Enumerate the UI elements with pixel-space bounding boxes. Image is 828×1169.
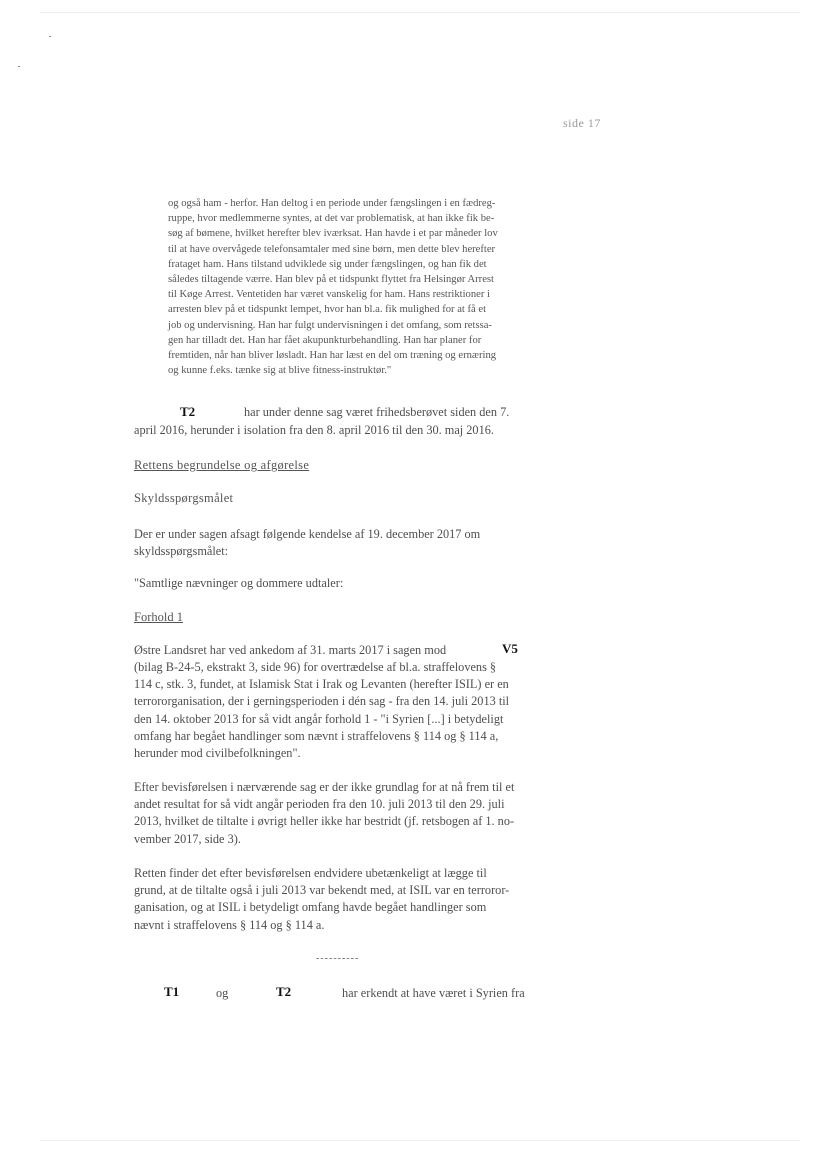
quote-line: fremtiden, når han bliver løsladt. Han har læst en del om træning og ernæring — [168, 350, 497, 362]
section-heading: Rettens begrundelse og afgørelse — [134, 458, 310, 472]
para1-line: (bilag B-24-5, ekstrakt 3, side 96) for overtrædelse af bl.a. straffelovens § — [134, 660, 497, 674]
quote-line: frataget ham. Hans tilstand udviklede sig under fængslingen, og han fik det — [168, 258, 487, 270]
quote-line: arresten blev på et tidspunkt lempet, hvor han bl.a. fik mulighed for at få et — [168, 304, 487, 316]
quote-line: og kunne f.eks. tænke sig at blive fitness-instruktør." — [168, 365, 392, 377]
para3-line: grund, at de tiltalte også i juli 2013 var bekendt med, at ISIL var en terroror- — [134, 883, 510, 898]
detention-line: april 2016, herunder i isolation fra den 8. april 2016 til den 30. maj 2016. — [134, 423, 494, 437]
para1-line: terrororganisation, der i gerningsperioden i dén sag - fra den 14. juli 2013 til — [134, 694, 510, 709]
intro-line: skyldsspørgsmålet: — [134, 544, 229, 559]
redacted-name-label: T1 — [164, 984, 180, 999]
para2-line: vember 2017, side 3). — [134, 831, 241, 846]
quote-line: og også ham - herfor. Han deltog i en periode under fængslingen i en fædreg- — [168, 198, 496, 209]
para1-body — [134, 659, 564, 762]
scan-edge-top — [40, 12, 800, 13]
para2 — [134, 779, 564, 848]
forhold-heading: Forhold 1 — [134, 610, 183, 624]
redacted-name-label: V5 — [502, 641, 518, 656]
statement-line: "Samtlige nævninger og dommere udtaler: — [134, 576, 344, 590]
para3-line: Retten finder det efter bevisførelsen endvidere ubetænkeligt at lægge til — [134, 866, 487, 880]
intro-paragraph — [134, 526, 564, 560]
quote-line: ruppe, hvor medlemmerne syntes, at det var problematisk, at han ikke fik be- — [168, 213, 495, 225]
quote-line: til at have overvågede telefonsamtaler med sine børn, men dette blev herefter — [168, 243, 496, 255]
final-connector: og — [216, 986, 229, 1000]
final-line-text: har erkendt at have været i Syrien fra — [342, 986, 525, 1000]
quote-line: gen har tilladt det. Han har fået akupunkturbehandling. Han har planer for — [168, 334, 482, 346]
para1-line: 114 c, stk. 3, fundet, at Islamisk Stat i Irak og Levanten (herefter ISIL) er en — [134, 677, 509, 692]
redacted-name-label: T2 — [180, 404, 196, 419]
para3-line: nævnt i straffelovens § 114 og § 114 a. — [134, 917, 325, 932]
para2-line: 2013, hvilket de tiltalte i øvrigt heller ikke har bestridt (jf. retsbogen af 1. no- — [134, 814, 515, 829]
scan-speck — [18, 66, 20, 67]
para2-line: andet resultat for så vidt angår perioden fra den 10. juli 2013 til den 29. juli — [134, 797, 505, 812]
para1-line: herunder mod civilbefolkningen". — [134, 746, 301, 761]
scan-speck — [49, 36, 51, 37]
scan-edge-bottom — [40, 1140, 800, 1141]
quote-block — [168, 196, 568, 378]
intro-line: Der er under sagen afsagt følgende kendelse af 19. december 2017 om — [134, 527, 481, 541]
page-number: side 17 — [563, 116, 601, 130]
para2-line: Efter bevisførelsen i nærværende sag er der ikke grundlag for at nå frem til et — [134, 780, 515, 794]
para1-line: omfang har begået handlinger som nævnt i straffelovens § 114 og § 114 a, — [134, 728, 499, 743]
quote-line: således tiltagende værre. Han blev på et tidspunkt flyttet fra Helsingør Arrest — [168, 274, 494, 286]
para3-line: ganisation, og at ISIL i betydeligt omfang havde begået handlinger som — [134, 900, 487, 915]
subheading: Skyldsspørgsmålet — [134, 491, 234, 505]
para3 — [134, 865, 564, 934]
redacted-name-label: T2 — [276, 984, 292, 999]
quote-line: til Køge Arrest. Ventetiden har været vanskelig for ham. Hans restriktioner i — [168, 289, 490, 301]
para1-first-line: Østre Landsret har ved ankedom af 31. marts 2017 i sagen mod — [134, 643, 447, 657]
separator: ---------- — [316, 953, 360, 964]
quote-line: job og undervisning. Han har fulgt undervisningen i det omfang, som retssa- — [168, 319, 492, 331]
quote-line: søg af bømene, hvilket herefter blev iværksat. Han havde i et par måneder lov — [168, 228, 498, 240]
detention-line: har under denne sag været frihedsberøvet siden den 7. — [244, 405, 510, 419]
para1-line: den 14. oktober 2013 for så vidt angår forhold 1 - "i Syrien [...] i betydeligt — [134, 711, 504, 726]
